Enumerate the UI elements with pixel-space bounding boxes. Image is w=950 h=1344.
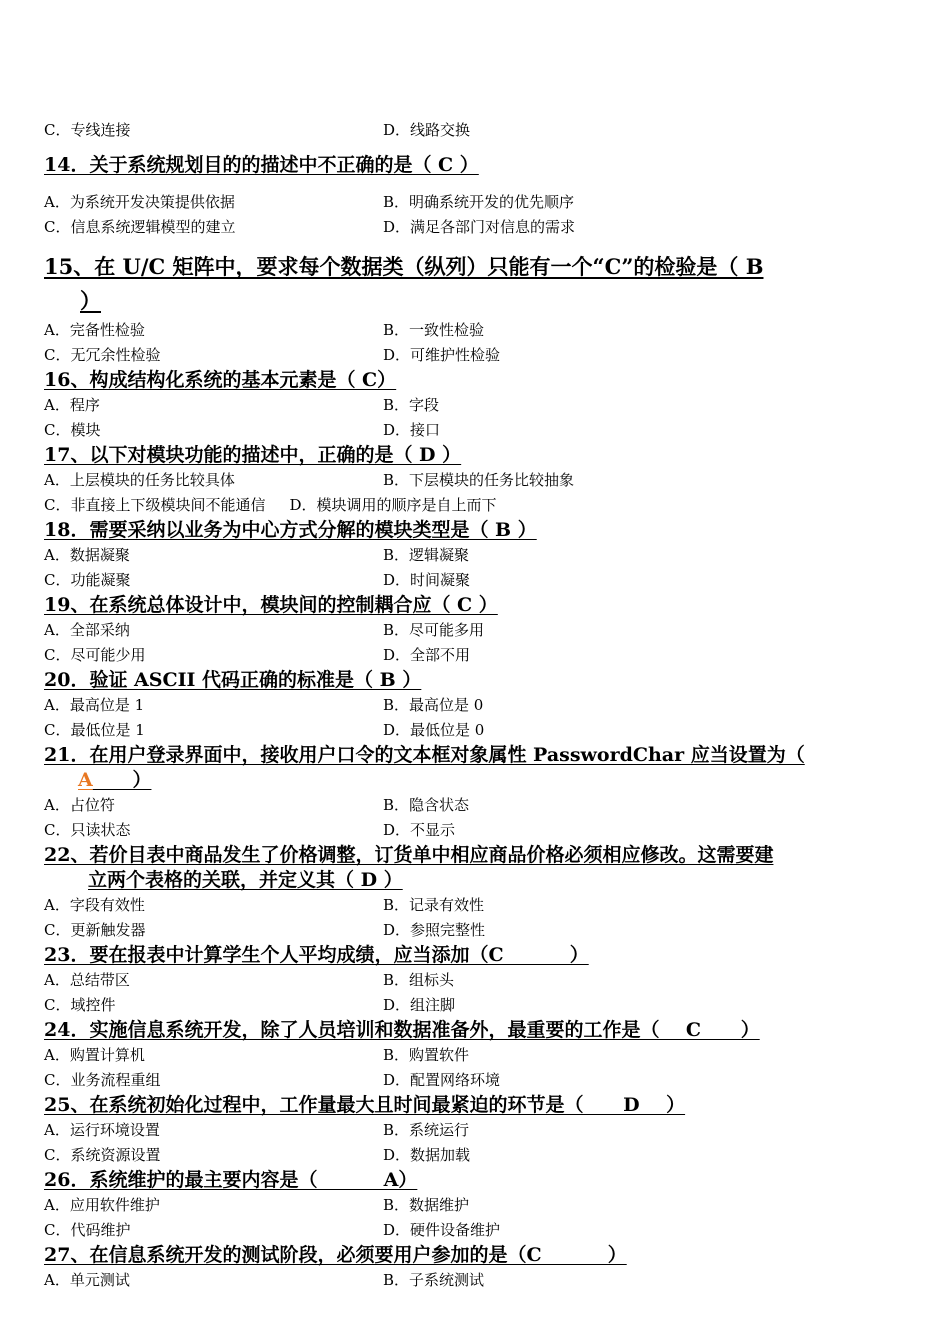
question-16: 16、构成结构化系统的基本元素是（ C） [44,369,397,391]
question-18: 18．需要采纳以业务为中心方式分解的模块类型是（ B ） [44,519,537,541]
option-row: A．程序 B．字段 [44,396,440,414]
option-row: A．为系统开发决策提供依据 B．明确系统开发的优先顺序 [44,193,575,211]
option-row: A．占位符 B．隐含状态 [44,796,470,814]
option-row: A．完备性检验 B．一致性检验 [44,321,485,339]
question-20: 20．验证 ASCII 代码正确的标准是（ B ） [44,669,422,691]
question-26: 26．系统维护的最主要内容是（ A） [44,1169,418,1191]
question-15: 15、在 U/C 矩阵中，要求每个数据类（纵列）只能有一个“C”的检验是（ B ） [44,254,764,313]
option-row [44,118,914,143]
option-d: D．线路交换 [383,121,471,139]
option-row: C．功能凝聚 D．时间凝聚 [44,571,471,589]
option-row: C．尽可能少用 D．全部不用 [44,646,471,664]
option-row: C．系统资源设置 D．数据加载 [44,1146,471,1164]
option-row: C．更新触发器 D．参照完整性 [44,921,486,939]
option-row: C．非直接上下级模块间不能通信 D．模块调用的顺序是自上而下 [44,496,497,514]
option-row: A．运行环境设置 B．系统运行 [44,1121,470,1139]
option-row: C．业务流程重组 D．配置网络环境 [44,1071,501,1089]
option-row: C．最低位是 1 D．最低位是 0 [44,721,485,739]
option-row: C．模块 D．接口 [44,421,441,439]
question-14: 14．关于系统规划目的的描述中不正确的是（ C ） [44,154,479,176]
question-25: 25、在系统初始化过程中，工作量最大且时间最紧迫的环节是（ D ） [44,1094,686,1116]
option-row: C．无冗余性检验 D．可维护性检验 [44,346,501,364]
question-17: 17、以下对模块功能的描述中，正确的是（ D ） [44,444,462,466]
question-19: 19、在系统总体设计中，模块间的控制耦合应（ C ） [44,594,498,616]
option-row: A．购置计算机 B．购置软件 [44,1046,470,1064]
question-27: 27、在信息系统开发的测试阶段，必须要用户参加的是（C ） [44,1244,627,1266]
option-c: C．专线连接 [44,121,131,139]
question-23: 23．要在报表中计算学生个人平均成绩，应当添加（C ） [44,944,589,966]
option-row: A．上层模块的任务比较具体 B．下层模块的任务比较抽象 [44,471,575,489]
option-row: A．全部采纳 B．尽可能多用 [44,621,485,639]
question-24: 24．实施信息系统开发，除了人员培训和数据准备外，最重要的工作是（ C ） [44,1019,760,1041]
option-row: A．数据凝聚 B．逻辑凝聚 [44,546,470,564]
option-row: A．最高位是 1 B．最高位是 0 [44,696,484,714]
option-row: A．单元测试 B．子系统测试 [44,1271,485,1289]
option-row: A．字段有效性 B．记录有效性 [44,896,485,914]
option-row: C．域控件 D．组注脚 [44,996,456,1014]
option-row: C．只读状态 D．不显示 [44,821,456,839]
question-21: 21．在用户登录界面中，接收用户口令的文本框对象属性 PasswordChar 应当设置为（ A ） [44,744,805,791]
document-page [44,118,914,1293]
answer-highlight: A [78,769,93,791]
option-row: C．信息系统逻辑模型的建立 D．满足各部门对信息的需求 [44,218,576,236]
option-row: A．应用软件维护 B．数据维护 [44,1196,470,1214]
option-row: A．总结带区 B．组标头 [44,971,455,989]
question-22: 22、若价目表中商品发生了价格调整，订货单中相应商品价格必须相应修改。这需要建 立两个表格的关联，并定义其（ D ） [44,844,774,891]
option-row: C．代码维护 D．硬件设备维护 [44,1221,501,1239]
